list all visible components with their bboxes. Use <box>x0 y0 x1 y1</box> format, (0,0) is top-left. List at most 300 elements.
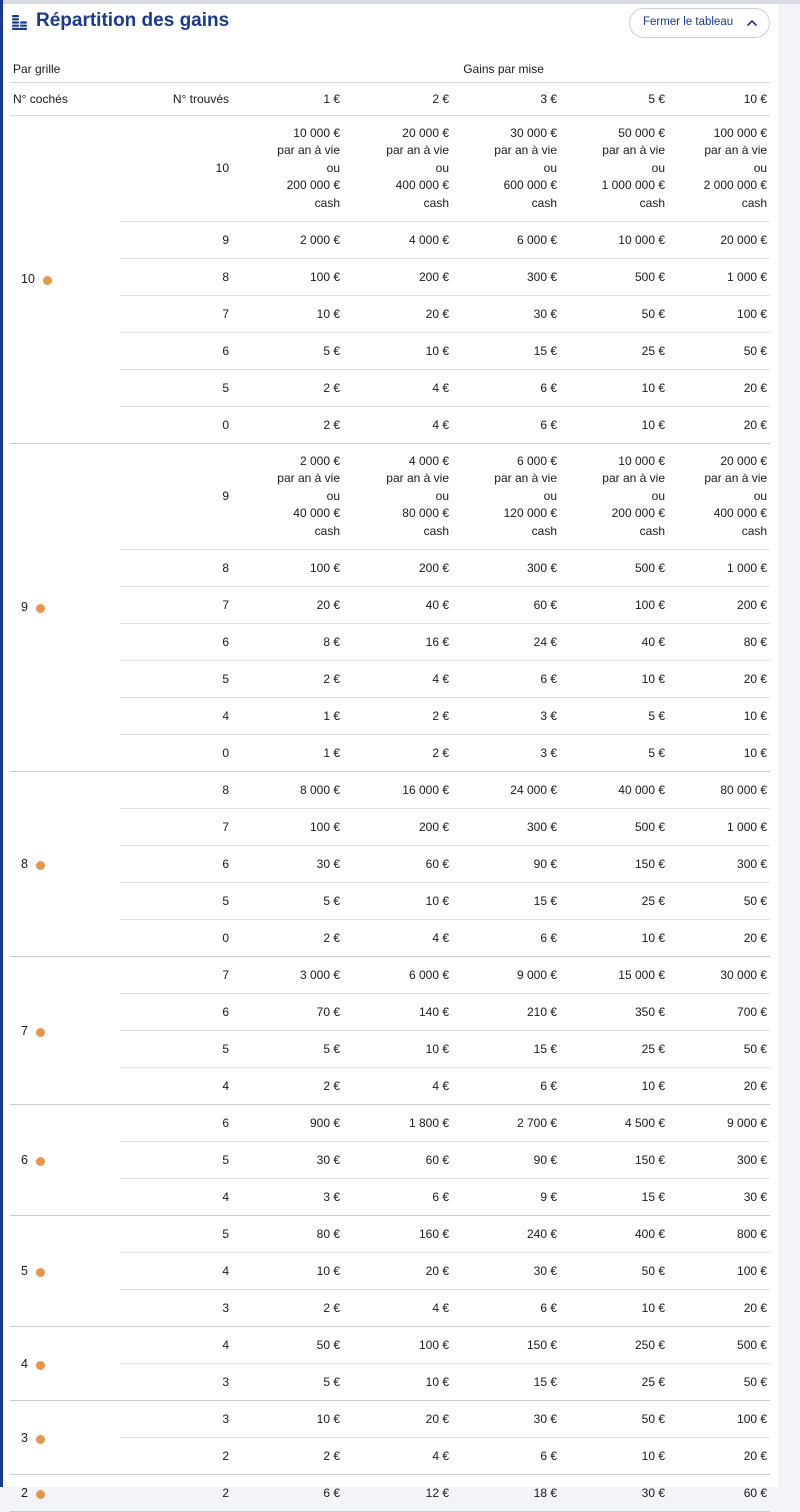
gain-value: 500 € <box>668 1327 770 1364</box>
gain-value: 2 € <box>237 661 343 698</box>
gain-value: 500 € <box>560 809 668 846</box>
table-row <box>10 809 770 846</box>
gain-line: cash <box>639 523 666 538</box>
gain-value: 10 € <box>560 1068 668 1105</box>
table-row <box>10 444 770 550</box>
gain-value: 50 € <box>560 1401 668 1438</box>
found-count: 5 <box>120 1031 237 1068</box>
table-row <box>10 1364 770 1401</box>
table-row <box>10 1216 770 1253</box>
gain-value: 25 € <box>560 1364 668 1401</box>
checked-count: 10 <box>21 271 35 286</box>
gain-value: 6 € <box>452 661 560 698</box>
dot-icon <box>36 1361 45 1370</box>
gain-value: 24 000 € <box>452 772 560 809</box>
table-row <box>10 1475 770 1512</box>
gain-line: 20 000 € <box>402 125 450 140</box>
dot-icon <box>43 276 52 285</box>
gain-value: 4 € <box>343 407 452 444</box>
table-row <box>10 550 770 587</box>
gain-value: 900 € <box>237 1105 343 1142</box>
gain-value: 20 € <box>343 1401 452 1438</box>
checked-count-cell <box>10 1475 120 1512</box>
gain-value: 15 € <box>560 1179 668 1216</box>
gain-line: ou <box>543 160 558 175</box>
found-count: 4 <box>120 1327 237 1364</box>
table-row <box>10 1290 770 1327</box>
gain-value: 2 € <box>237 1068 343 1105</box>
dot-icon <box>36 1435 45 1444</box>
gain-line: par an à vie <box>602 471 666 486</box>
found-count: 4 <box>120 1179 237 1216</box>
table-row <box>10 1105 770 1142</box>
gain-value: 2 € <box>237 370 343 407</box>
found-count: 4 <box>120 1253 237 1290</box>
gain-value: 4 € <box>343 1438 452 1475</box>
found-count: 9 <box>120 444 237 550</box>
col-found-header: N° trouvés <box>120 83 237 116</box>
gain-value: 10 000 € <box>560 222 668 259</box>
table-row <box>10 846 770 883</box>
table-row <box>10 333 770 370</box>
gain-value: 40 € <box>560 624 668 661</box>
gain-line: ou <box>651 488 666 503</box>
gain-line: 200 000 € <box>286 178 341 193</box>
found-count: 6 <box>120 1105 237 1142</box>
gain-value: 2 € <box>343 735 452 772</box>
found-count: 7 <box>120 957 237 994</box>
gain-line: cash <box>531 195 558 210</box>
gain-value: 25 € <box>560 1031 668 1068</box>
found-count: 7 <box>120 809 237 846</box>
gain-value: 40 000 € <box>560 772 668 809</box>
gain-value: 100 € <box>237 809 343 846</box>
checked-count: 5 <box>21 1264 28 1278</box>
col-stake-1: 1 € <box>237 83 343 116</box>
found-count: 6 <box>120 994 237 1031</box>
gain-line: 10 000 € <box>618 453 666 468</box>
gain-value: 60 € <box>343 1142 452 1179</box>
table-row <box>10 1031 770 1068</box>
gain-value: 9 € <box>452 1179 560 1216</box>
gain-value <box>452 116 560 222</box>
gain-value: 15 € <box>452 333 560 370</box>
found-count: 6 <box>120 846 237 883</box>
gain-value: 1 000 € <box>668 550 770 587</box>
gain-value: 100 € <box>343 1327 452 1364</box>
gain-value: 6 € <box>452 920 560 957</box>
gain-line: ou <box>753 488 768 503</box>
gain-line: 30 000 € <box>510 125 558 140</box>
gain-line: par an à vie <box>277 143 341 158</box>
gain-value: 200 € <box>668 587 770 624</box>
gain-value: 90 € <box>452 1142 560 1179</box>
gain-value: 90 € <box>452 846 560 883</box>
gain-value: 16 € <box>343 624 452 661</box>
group-label: Par grille <box>10 55 237 83</box>
gain-line: par an à vie <box>494 143 558 158</box>
gain-value: 10 € <box>560 407 668 444</box>
gain-value: 10 € <box>560 1290 668 1327</box>
checked-count: 8 <box>21 857 28 871</box>
gain-value: 50 € <box>668 1364 770 1401</box>
gain-value: 40 € <box>343 587 452 624</box>
table-row <box>10 772 770 809</box>
gain-value: 6 € <box>452 407 560 444</box>
gain-value: 15 € <box>452 1031 560 1068</box>
gain-value: 150 € <box>452 1327 560 1364</box>
gain-value: 80 € <box>668 624 770 661</box>
dot-icon <box>36 1028 45 1037</box>
gain-value: 2 € <box>237 407 343 444</box>
gain-value: 5 € <box>237 333 343 370</box>
found-count: 0 <box>120 735 237 772</box>
table-row <box>10 1327 770 1364</box>
gain-value: 18 € <box>452 1475 560 1512</box>
gain-line: 80 000 € <box>402 506 450 521</box>
table-row <box>10 1142 770 1179</box>
gain-value: 15 € <box>452 1364 560 1401</box>
gain-value <box>452 444 560 550</box>
close-table-label: Fermer le tableau <box>643 16 734 28</box>
gain-value: 100 € <box>237 259 343 296</box>
found-count: 6 <box>120 624 237 661</box>
gain-value: 10 € <box>237 1401 343 1438</box>
table-row <box>10 1068 770 1105</box>
gain-value: 15 € <box>452 883 560 920</box>
col-stake-4: 5 € <box>560 83 668 116</box>
gain-value <box>343 116 452 222</box>
gain-value: 100 € <box>668 1253 770 1290</box>
gain-value <box>237 444 343 550</box>
gain-line: ou <box>543 488 558 503</box>
gain-value: 300 € <box>452 809 560 846</box>
gain-value: 25 € <box>560 333 668 370</box>
gain-value: 1 800 € <box>343 1105 452 1142</box>
gain-value: 6 € <box>452 1438 560 1475</box>
table-row <box>10 370 770 407</box>
gain-line: 200 000 € <box>611 506 666 521</box>
gain-value: 800 € <box>668 1216 770 1253</box>
col-stake-5: 10 € <box>668 83 770 116</box>
gain-value: 20 € <box>668 661 770 698</box>
gain-value: 25 € <box>560 883 668 920</box>
gain-value: 30 € <box>452 1253 560 1290</box>
gain-value: 3 € <box>452 698 560 735</box>
gain-value: 50 € <box>668 1031 770 1068</box>
gain-line: 400 000 € <box>713 506 768 521</box>
gains-table-body <box>10 116 770 1512</box>
found-count: 9 <box>120 222 237 259</box>
gain-line: cash <box>314 195 341 210</box>
table-row <box>10 1179 770 1216</box>
checked-count-cell <box>10 772 120 957</box>
gain-value: 10 € <box>237 296 343 333</box>
gain-value: 3 000 € <box>237 957 343 994</box>
gain-value: 6 € <box>452 370 560 407</box>
dot-icon <box>36 1157 45 1166</box>
checked-count: 6 <box>21 1153 28 1167</box>
found-count: 0 <box>120 920 237 957</box>
gain-line: 10 000 € <box>293 125 341 140</box>
gain-value: 60 € <box>668 1475 770 1512</box>
found-count: 4 <box>120 1068 237 1105</box>
gain-value: 16 000 € <box>343 772 452 809</box>
gain-value: 30 € <box>237 846 343 883</box>
checked-count-cell <box>10 1401 120 1475</box>
gain-line: par an à vie <box>704 143 768 158</box>
gain-value: 1 € <box>237 698 343 735</box>
gain-value: 10 € <box>668 735 770 772</box>
checked-count-cell <box>10 1327 120 1401</box>
gain-value: 60 € <box>452 587 560 624</box>
gain-value: 140 € <box>343 994 452 1031</box>
gain-value: 12 € <box>343 1475 452 1512</box>
table-row <box>10 661 770 698</box>
gain-value: 30 € <box>452 296 560 333</box>
gain-line: 1 000 000 € <box>601 178 666 193</box>
found-count: 0 <box>120 407 237 444</box>
gains-table <box>10 55 770 1512</box>
gain-value: 6 000 € <box>452 222 560 259</box>
col-checked-header: N° cochés <box>10 83 120 116</box>
gain-line: par an à vie <box>494 471 558 486</box>
found-count: 7 <box>120 587 237 624</box>
gain-line: par an à vie <box>386 471 450 486</box>
gain-value: 5 € <box>237 883 343 920</box>
gain-line: par an à vie <box>704 471 768 486</box>
table-row <box>10 994 770 1031</box>
col-stake-3: 3 € <box>452 83 560 116</box>
found-count: 5 <box>120 883 237 920</box>
gain-value: 50 € <box>237 1327 343 1364</box>
gain-line: 100 000 € <box>713 125 768 140</box>
found-count: 4 <box>120 698 237 735</box>
gain-line: 50 000 € <box>618 125 666 140</box>
page-title: Répartition des gains <box>36 10 230 31</box>
gain-value: 4 € <box>343 920 452 957</box>
found-count: 5 <box>120 1216 237 1253</box>
gain-value: 10 € <box>343 1031 452 1068</box>
gain-line: ou <box>326 160 341 175</box>
table-row <box>10 883 770 920</box>
table-row <box>10 1401 770 1438</box>
table-row <box>10 1253 770 1290</box>
gain-value: 1 000 € <box>668 809 770 846</box>
gain-value: 60 € <box>343 846 452 883</box>
gain-value: 500 € <box>560 550 668 587</box>
table-row <box>10 222 770 259</box>
checked-count: 4 <box>21 1356 28 1371</box>
gain-value: 2 000 € <box>237 222 343 259</box>
table-row <box>10 587 770 624</box>
gain-value: 50 € <box>560 296 668 333</box>
gain-value: 240 € <box>452 1216 560 1253</box>
gain-value: 24 € <box>452 624 560 661</box>
gain-value <box>560 444 668 550</box>
gain-value: 250 € <box>560 1327 668 1364</box>
gain-value: 6 € <box>343 1179 452 1216</box>
found-count: 7 <box>120 296 237 333</box>
gain-value: 10 € <box>343 883 452 920</box>
gain-line: 20 000 € <box>720 453 768 468</box>
gain-value: 300 € <box>668 1142 770 1179</box>
gain-value: 20 € <box>343 296 452 333</box>
found-count: 10 <box>120 116 237 222</box>
gain-value: 10 € <box>560 1438 668 1475</box>
table-row <box>10 296 770 333</box>
gain-value: 10 € <box>343 1364 452 1401</box>
checked-count-cell <box>10 1105 120 1216</box>
table-row <box>10 1438 770 1475</box>
gain-value: 20 000 € <box>668 222 770 259</box>
gain-value: 30 € <box>452 1401 560 1438</box>
gain-value <box>668 444 770 550</box>
gain-value: 8 € <box>237 624 343 661</box>
found-count: 5 <box>120 661 237 698</box>
gain-line: 2 000 000 € <box>703 178 768 193</box>
gain-line: cash <box>639 195 666 210</box>
dot-icon <box>36 604 45 613</box>
gain-value: 15 000 € <box>560 957 668 994</box>
gain-value: 350 € <box>560 994 668 1031</box>
dot-icon <box>36 861 45 870</box>
checked-count: 7 <box>21 1023 28 1038</box>
gain-value: 160 € <box>343 1216 452 1253</box>
gain-value: 6 € <box>452 1290 560 1327</box>
table-row <box>10 698 770 735</box>
table-row <box>10 407 770 444</box>
gain-value: 10 € <box>560 661 668 698</box>
gain-line: cash <box>423 195 450 210</box>
found-count: 3 <box>120 1401 237 1438</box>
gain-value <box>668 116 770 222</box>
gain-line: 6 000 € <box>516 453 558 468</box>
gain-value: 2 € <box>237 1290 343 1327</box>
found-count: 8 <box>120 550 237 587</box>
found-count: 8 <box>120 772 237 809</box>
gain-value: 30 000 € <box>668 957 770 994</box>
card-header <box>3 4 778 44</box>
found-count: 2 <box>120 1438 237 1475</box>
gain-line: ou <box>435 488 450 503</box>
gain-value: 300 € <box>668 846 770 883</box>
gain-value: 150 € <box>560 846 668 883</box>
found-count: 3 <box>120 1364 237 1401</box>
gain-value: 20 € <box>668 1438 770 1475</box>
gain-value: 2 € <box>237 1438 343 1475</box>
header-row-columns <box>10 83 770 116</box>
checked-count: 2 <box>21 1486 28 1500</box>
gain-line: ou <box>326 488 341 503</box>
gain-value: 5 € <box>237 1364 343 1401</box>
gain-value: 30 € <box>237 1142 343 1179</box>
gain-value: 80 € <box>237 1216 343 1253</box>
gain-value: 6 € <box>237 1475 343 1512</box>
gain-line: cash <box>741 523 768 538</box>
table-row <box>10 259 770 296</box>
gain-value: 2 € <box>343 698 452 735</box>
dot-icon <box>36 1490 45 1499</box>
gain-line: par an à vie <box>277 471 341 486</box>
checked-count: 3 <box>21 1430 28 1445</box>
gain-value: 200 € <box>343 550 452 587</box>
gain-value: 5 € <box>560 735 668 772</box>
found-count: 3 <box>120 1290 237 1327</box>
gain-value: 20 € <box>237 587 343 624</box>
table-row <box>10 735 770 772</box>
gains-label: Gains par mise <box>237 55 770 83</box>
gain-value: 4 000 € <box>343 222 452 259</box>
found-count: 6 <box>120 333 237 370</box>
gain-value: 8 000 € <box>237 772 343 809</box>
checked-count-cell <box>10 1216 120 1327</box>
gain-line: cash <box>741 195 768 210</box>
gain-value: 150 € <box>560 1142 668 1179</box>
gain-line: par an à vie <box>386 143 450 158</box>
gain-line: 400 000 € <box>395 178 450 193</box>
gain-value: 10 € <box>237 1253 343 1290</box>
gain-value: 4 500 € <box>560 1105 668 1142</box>
gain-value: 4 € <box>343 1290 452 1327</box>
gain-line: cash <box>423 523 450 538</box>
gain-value: 70 € <box>237 994 343 1031</box>
gain-value: 20 € <box>668 1068 770 1105</box>
gain-line: 4 000 € <box>408 453 450 468</box>
table-row <box>10 116 770 222</box>
gain-value: 9 000 € <box>668 1105 770 1142</box>
chevron-up-icon <box>746 19 758 27</box>
gain-value: 9 000 € <box>452 957 560 994</box>
gain-value: 2 700 € <box>452 1105 560 1142</box>
close-table-button[interactable] <box>629 8 770 38</box>
gain-value: 100 € <box>560 587 668 624</box>
gain-value: 50 € <box>668 333 770 370</box>
col-stake-2: 2 € <box>343 83 452 116</box>
found-count: 5 <box>120 1142 237 1179</box>
gain-value: 10 € <box>668 698 770 735</box>
gain-value: 100 € <box>668 1401 770 1438</box>
header-row-groups <box>10 55 770 83</box>
gains-card <box>3 4 778 1500</box>
gain-value: 5 € <box>560 698 668 735</box>
coins-stack-icon <box>11 13 29 31</box>
gain-value <box>343 444 452 550</box>
gain-value: 300 € <box>452 259 560 296</box>
gain-line: ou <box>651 160 666 175</box>
gain-value: 4 € <box>343 661 452 698</box>
gain-value <box>237 116 343 222</box>
found-count: 8 <box>120 259 237 296</box>
gain-line: cash <box>314 523 341 538</box>
gain-value: 3 € <box>452 735 560 772</box>
gain-value: 4 € <box>343 1068 452 1105</box>
gain-value: 210 € <box>452 994 560 1031</box>
gain-value: 20 € <box>668 407 770 444</box>
gain-value: 30 € <box>560 1475 668 1512</box>
gain-value: 10 € <box>560 920 668 957</box>
gain-value: 700 € <box>668 994 770 1031</box>
gain-value: 10 € <box>560 370 668 407</box>
gain-line: 600 000 € <box>503 178 558 193</box>
gain-value: 500 € <box>560 259 668 296</box>
gain-value: 6 € <box>452 1068 560 1105</box>
gain-value: 20 € <box>668 370 770 407</box>
gain-line: ou <box>753 160 768 175</box>
found-count: 5 <box>120 370 237 407</box>
gain-value: 50 € <box>668 883 770 920</box>
gain-line: 40 000 € <box>293 506 341 521</box>
